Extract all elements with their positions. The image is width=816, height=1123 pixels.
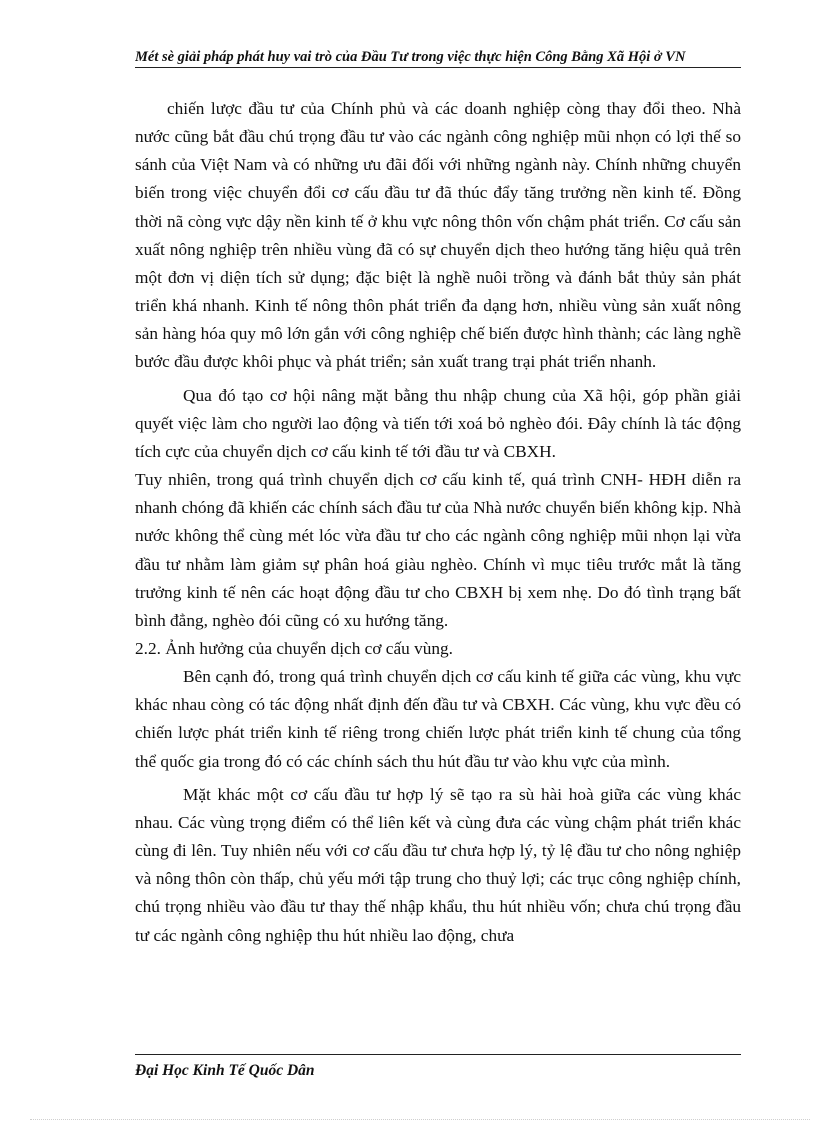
paragraph-however-industrialization: Tuy nhiên, trong quá trình chuyển dịch cơ cấu kinh tế, quá trình CNH- HĐH diễn ra nhanh chóng đã khiến các chính sách đầu tư của Nhà nước chuyển biến không kịp. Nhà nước không thể cùng mét lóc vừa đầu tư cho các ngành công nghiệp mũi nhọn lại vừa đầu tư nhằm làm giảm sự phân hoá giàu nghèo. Chính vì mục tiêu trước mắt là tăng trưởng kinh tế nên các hoạt động đầu tư cho CBXH bị xem nhẹ. Do đó tình trạng bất bình đẳng, nghèo đói cũng có xu hướng tăng. bbox=[135, 470, 741, 630]
paragraph-investment-strategy: chiến lược đầu tư của Chính phủ và các doanh nghiệp còng thay đổi theo. Nhà nước cũng bắt đầu chú trọng đầu tư vào các ngành công nghiệp mũi nhọn có lợi thế so sánh của Việt Nam và có những ưu đãi đối với những ngành này. Chính những chuyển biến trong việc chuyển đổi cơ cấu đầu tư đã thúc đẩy tăng trưởng nền kinh tế. Đồng thời nã còng vực dậy nền kinh tế ở khu vực nông thôn vốn chậm phát triển. Cơ cấu sản xuất nông nghiệp trên nhiều vùng đã có sự chuyển dịch theo hướng tăng hiệu quả trên một đơn vị diện tích sử dụng; đặc biệt là nghề nuôi trồng và đánh bắt thủy sản phát triển khá nhanh. Kinh tế nông thôn phát triển đa dạng hơn, nhiều vùng sản xuất nông sản hàng hóa quy mô lớn gắn với công nghiệp chế biến được hình thành; các làng nghề bước đầu được khôi phục và phát triển; sản xuất trang trại phát triển nhanh. bbox=[135, 99, 741, 372]
paragraph-regional-shift: Bên cạnh đó, trong quá trình chuyển dịch cơ cấu kinh tế giữa các vùng, khu vực khác nhau còng có tác động nhất định đến đầu tư và CBXH. Các vùng, khu vực đều có chiến lược phát triển kinh tế riêng trong chiến lược phát triển kinh tế chung của tổng thể quốc gia trong đó có các chính sách thu hút đầu tư vào khu vực của mình. bbox=[135, 667, 741, 771]
paragraph-income-opportunity: Qua đó tạo cơ hội nâng mặt bằng thu nhập chung của Xã hội, góp phần giải quyết việc làm cho người lao động và tiến tới xoá bỏ nghèo đói. Đây chính là tác động tích cực của chuyển dịch cơ cấu kinh tế tới đầu tư và CBXH. bbox=[135, 385, 741, 461]
running-footer: Đại Học Kinh Tế Quốc Dân bbox=[135, 1062, 315, 1079]
paragraph-investment-balance: Mặt khác một cơ cấu đầu tư hợp lý sẽ tạo ra sù hài hoà giữa các vùng khác nhau. Các vùng trọng điểm có thể liên kết và cùng đưa các vùng chậm phát triển khác cùng đi lên. Tuy nhiên nếu với cơ cấu đầu tư chưa hợp lý, tỷ lệ đầu tư cho nông nghiệp và nông thôn còn thấp, chủ yếu mới tập trung cho thuỷ lợi; các trục công nghiệp chính, chú trọng nhiều vào đầu tư thay thế nhập khẩu, thu hút nhiều vốn; chưa chú trọng đầu tư các ngành công nghiệp thu hút nhiều lao động, chưa bbox=[135, 784, 741, 945]
footer-divider bbox=[135, 1054, 741, 1055]
running-header: Mét sè giải pháp phát huy vai trò của Đầu Tư trong việc thực hiện Công Bằng Xã Hội ở VN bbox=[135, 49, 686, 65]
page-edge-divider bbox=[30, 1119, 810, 1120]
section-heading-2-2: 2.2. Ảnh hưởng của chuyển dịch cơ cấu vùng. bbox=[135, 638, 453, 658]
header-divider bbox=[135, 67, 741, 68]
document-body bbox=[135, 95, 741, 950]
